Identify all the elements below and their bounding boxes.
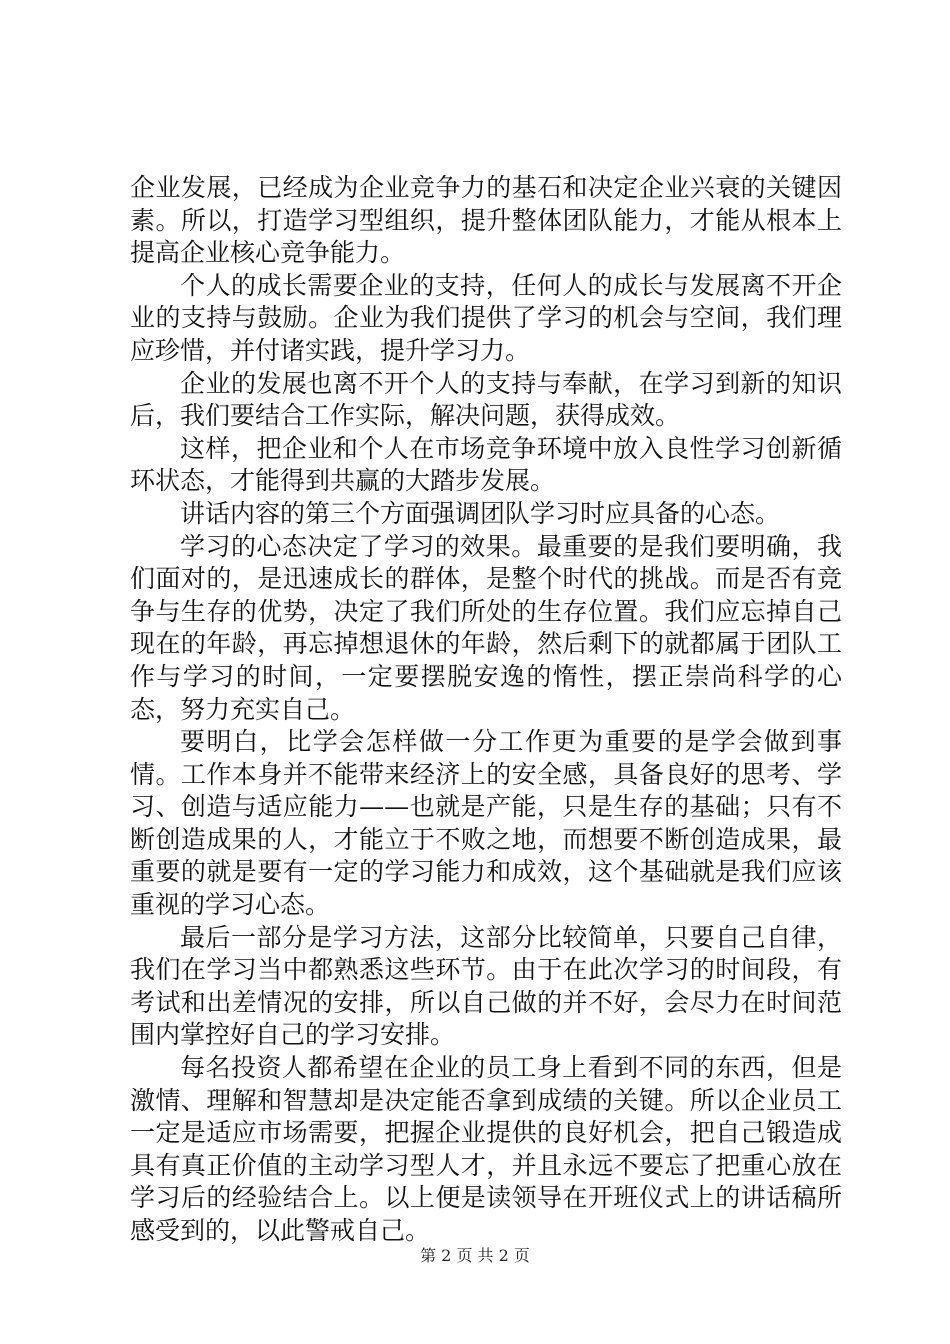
page-number-footer: 第 2 页 共 2 页 [420, 1246, 530, 1265]
paragraph-6: 学习的心态决定了学习的效果。最重要的是我们要明确，我们面对的，是迅速成长的群体，是整个时代的挑战。而是否有竞争与生存的优势，决定了我们所处的生存位置。我们应忘掉自己现在的年龄，再忘掉想退休的年龄，然后剩下的就都属于团队工作与学习的时间，一定要摆脱安逸的惰性，摆正崇尚科学的心态，努力充实自己。 [130, 531, 842, 724]
paragraph-7: 要明白，比学会怎样做一分工作更为重要的是学会做到事情。工作本身并不能带来经济上的安全感，具备良好的思考、学习、创造与适应能力——也就是产能，只是生存的基础；只有不断创造成果的人，才能立于不败之地，而想要不断创造成果，最重要的就是要有一定的学习能力和成效，这个基础就是我们应该重视的学习心态。 [130, 727, 842, 920]
paragraph-3: 企业的发展也离不开个人的支持与奉献，在学习到新的知识后，我们要结合工作实际，解决问题，获得成效。 [130, 368, 842, 431]
paragraph-5: 讲话内容的第三个方面强调团队学习时应具备的心态。 [180, 498, 781, 528]
paragraph-4: 这样，把企业和个人在市场竞争环境中放入良性学习创新循环状态，才能得到共赢的大踏步发展。 [130, 433, 842, 496]
document-body [130, 172, 842, 1248]
paragraph-9: 每名投资人都希望在企业的员工身上看到不同的东西，但是激情、理解和智慧却是决定能否拿到成绩的关键。所以企业员工一定是适应市场需要，把握企业提供的良好机会，把自己锻造成具有真正价值的主动学习型人才，并且永远不要忘了把重心放在学习后的经验结合上。以上便是读领导在开班仪式上的讲话稿所感受到的，以此警戒自己。 [130, 1053, 842, 1245]
paragraph-1: 企业发展，已经成为企业竞争力的基石和决定企业兴衰的关键因素。所以，打造学习型组织，提升整体团队能力，才能从根本上提高企业核心竞争能力。 [130, 173, 842, 268]
paragraph-8: 最后一部分是学习方法，这部分比较简单，只要自己自律，我们在学习当中都熟悉这些环节。由于在此次学习的时间段，有考试和出差情况的安排，所以自己做的并不好，会尽力在时间范围内掌控好自己的学习安排。 [130, 922, 842, 1050]
paragraph-2: 个人的成长需要企业的支持，任何人的成长与发展离不开企业的支持与鼓励。企业为我们提供了学习的机会与空间，我们理应珍惜，并付诸实践，提升学习力。 [130, 270, 842, 365]
